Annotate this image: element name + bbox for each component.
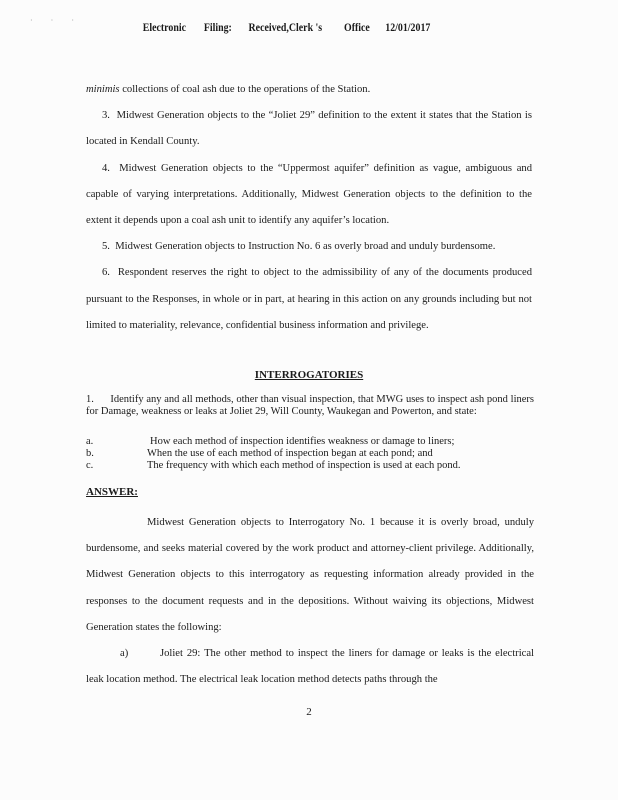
answer-paragraph-1: Midwest Generation objects to Interrogatory No. 1 because it is overly broad, unduly burdensome, and seeks material covered by the work product and attorney-client privilege. Additionally, Midwest Generation objects to this interrogatory as requesting information already provided in the responses to the document requests and in the depositions. Without waiving its objections, Midwest Generation states the following: [86,517,534,633]
header-office: Office [344,22,370,34]
header-electronic: Electronic [142,22,186,34]
subitem-text: The frequency with which each method of inspection is used at each pond. [147,460,461,472]
subpoint-letter: a) [120,648,129,660]
header-filing: Filing: [203,22,232,34]
subitem-text: How each method of inspection identifies weakness or damage to liners; [150,436,455,447]
paragraph-continuation: minimis collections of coal ash due to the operations of the Station. [86,84,371,95]
paragraph-5: 5. Midwest Generation objects to Instruction No. 6 as overly broad and unduly burdensome. [102,241,496,253]
italic-term: minimis [86,84,120,95]
subitem-letter: b. [86,448,94,460]
subitem-c [86,460,536,472]
paragraph-6: 6. Respondent reserves the right to object to the admissibility of any of the documents produced pursuant to the Responses, in whole or in part, at hearing in this action on any grounds including but not limited to materiality, relevance, confidential business information and privilege. [86,267,532,331]
paragraph-4: 4. Midwest Generation objects to the “Uppermost aquifer” definition as vague, ambiguous and capable of varying interpretations. Additionally, Midwest Generation objects to the definition to the extent it depends upon a coal ash unit to identify any aquifer’s location. [86,162,532,227]
subitem-a [86,436,536,448]
subpoint-text: Joliet 29: The other method to inspect the liners for damage or leaks is the electrical leak location method. The electrical leak location method detects paths through the [86,648,534,686]
answer-label: ANSWER: [86,486,138,498]
answer-section [86,510,534,693]
subitem-letter: a. [86,436,94,447]
filing-stamp-header [0,22,531,38]
objections-section [86,77,532,339]
subitem-text: When the use of each method of inspection began at each pond; and [147,448,433,460]
answer-subpoint-a [86,641,534,693]
header-received: Received,Clerk 's [248,22,323,34]
subitem-b [86,448,536,460]
interrogatory-subitems [86,436,536,473]
subitem-letter: c. [86,460,94,472]
scan-specks: · · · [30,16,82,25]
header-date: 12/01/2017 [385,22,431,34]
paragraph-3: 3. Midwest Generation objects to the “Joliet 29” definition to the extent it states that the Station is located in Kendall County. [86,110,532,148]
interrogatory-1-text: 1. Identify any and all methods, other than visual inspection, that MWG uses to inspect ash pond liners for Damage, weakness or leaks at Joliet 29, Will County, Waukegan and Powerton, and state: [86,394,534,418]
interrogatory-1 [86,394,534,418]
interrogatories-heading: INTERROGATORIES [254,369,364,381]
page-number: 2 [306,706,312,718]
